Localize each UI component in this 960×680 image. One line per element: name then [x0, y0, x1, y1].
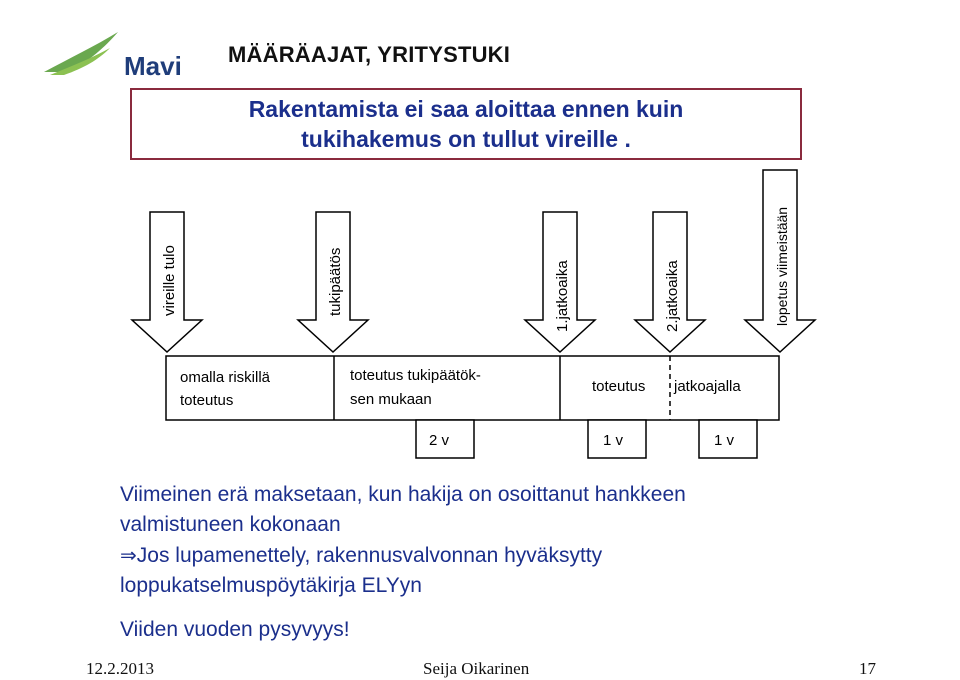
slide-title: MÄÄRÄAJAT, YRITYSTUKI: [228, 42, 511, 67]
duration-label-2v: 2 v: [429, 432, 450, 449]
box-text-toteutus-tukipaatok: toteutus tukipäätök-: [350, 367, 481, 384]
arrow-tukipaatos: [298, 212, 368, 352]
timeline-diagram: [128, 150, 818, 468]
box-text-omalla-riskilla: omalla riskillä: [180, 369, 271, 386]
arrow-label-2-jatkoaika: 2.jatkoaika: [664, 260, 681, 332]
duration-label-1v-second: 1 v: [714, 432, 735, 449]
logo-text: Mavi: [124, 51, 182, 81]
duration-box-2v: [416, 420, 474, 458]
box-text-toteutus-2: toteutus: [592, 378, 646, 395]
footer-author: Seija Oikarinen: [423, 659, 530, 678]
footer-date: 12.2.2013: [86, 659, 154, 678]
arrow-2-jatkoaika: [635, 212, 705, 352]
duration-box-1v-first: [588, 420, 646, 458]
notice-line-2: tukihakemus on tullut vireille .: [301, 126, 631, 152]
body-line-4: loppukatselmuspöytäkirja ELYyn: [120, 574, 422, 597]
arrow-vireille-tulo: [132, 212, 202, 352]
body-text: [120, 480, 920, 645]
arrow-1-jatkoaika: [525, 212, 595, 352]
box-text-sen-mukaan: sen mukaan: [350, 391, 432, 408]
box-text-toteutus-1: toteutus: [180, 392, 234, 409]
implies-icon: ⇒: [120, 543, 137, 567]
duration-box-1v-second: [699, 420, 757, 458]
duration-label-1v-first: 1 v: [603, 432, 624, 449]
footer-page-number: 17: [859, 659, 876, 678]
box-text-jatkoajalla: jatkoajalla: [674, 378, 741, 395]
arrow-label-1-jatkoaika: 1.jatkoaika: [554, 260, 571, 332]
body-line-2: valmistuneen kokonaan: [120, 513, 341, 536]
arrow-label-vireille-tulo: vireille tulo: [161, 245, 178, 316]
notice-line-1: Rakentamista ei saa aloittaa ennen kuin: [248, 96, 684, 122]
arrow-label-lopetus-viimeistaan: lopetus viimeistään: [774, 206, 790, 326]
arrow-label-tukipaatos: tukipäätös: [327, 247, 344, 316]
arrow-lopetus-viimeistaan: [745, 170, 815, 352]
body-line-5: Viiden vuoden pysyvyys!: [120, 618, 350, 641]
body-line-3: [120, 540, 920, 571]
body-line-3-text: Jos lupamenettely, rakennusvalvonnan hyväksytty: [136, 544, 603, 567]
mavi-logo: [40, 28, 200, 88]
body-line-1: Viimeinen erä maksetaan, kun hakija on osoittanut hankkeen: [120, 483, 686, 506]
